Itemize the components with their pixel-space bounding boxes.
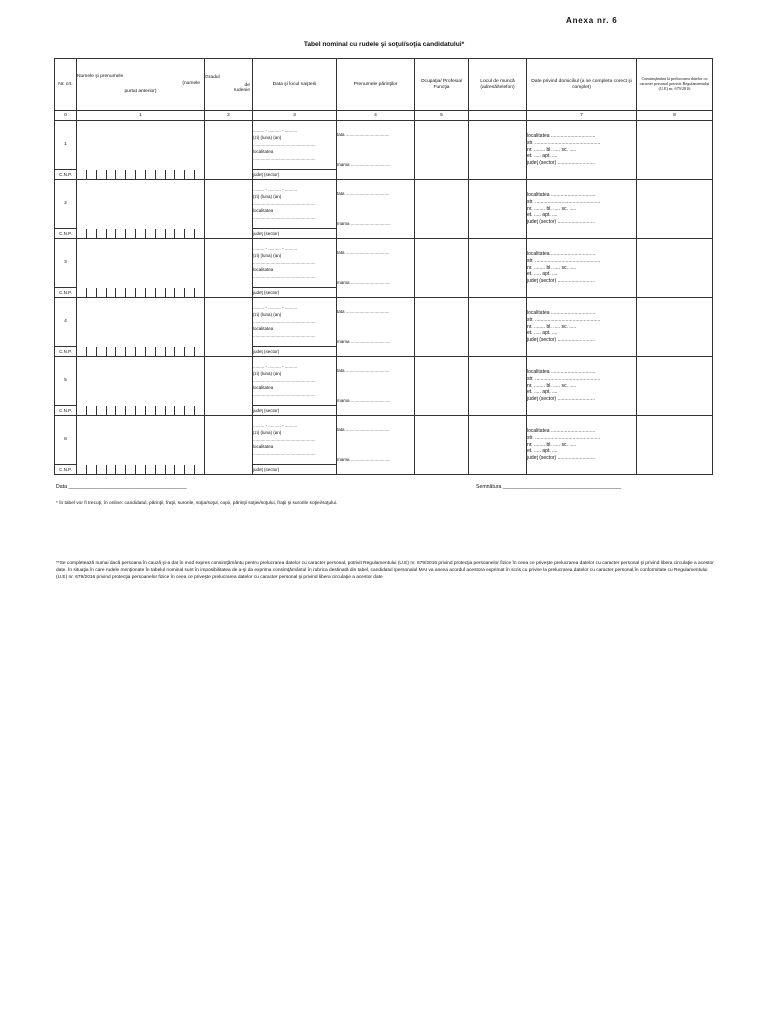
address-number: nr. ........ bl. ..... sc. ..... bbox=[527, 264, 577, 271]
birth-county-label: judeţ (sector) bbox=[253, 171, 280, 177]
cnp-label: C.N.P. bbox=[55, 229, 77, 239]
occupation-cell[interactable] bbox=[415, 121, 469, 180]
address-county: judeţ (sector) ........................... bbox=[527, 455, 596, 462]
colnum: 8 bbox=[637, 111, 713, 121]
cnp-digit-box[interactable] bbox=[107, 170, 117, 179]
header-workplace: Locul de muncă (adresă/telefon) bbox=[469, 59, 527, 111]
cnp-digit-box[interactable] bbox=[116, 465, 126, 474]
consent-cell[interactable] bbox=[637, 239, 713, 298]
table-row bbox=[55, 239, 713, 288]
birth-locality-label: localitatea bbox=[253, 148, 274, 154]
birth-locality-label: localitatea bbox=[253, 384, 274, 390]
domicile-cell[interactable] bbox=[527, 298, 637, 357]
workplace-cell[interactable] bbox=[469, 416, 527, 475]
birth-locality-label: localitatea bbox=[253, 266, 274, 272]
address-street: str. ............................................... bbox=[527, 198, 601, 205]
kinship-cell[interactable] bbox=[205, 239, 253, 298]
cnp-digit-box[interactable] bbox=[175, 229, 185, 238]
cnp-digit-box[interactable] bbox=[146, 465, 156, 474]
table-row bbox=[55, 357, 713, 406]
name-cell[interactable] bbox=[77, 298, 205, 357]
address-number: nr. ........ bl. ..... sc. ..... bbox=[527, 441, 577, 448]
cnp-digit-box[interactable] bbox=[175, 288, 185, 297]
parents-cell[interactable] bbox=[337, 298, 415, 357]
cnp-digit-box[interactable] bbox=[156, 229, 166, 238]
address-floor: et. ..... apt. .... bbox=[527, 271, 558, 278]
cnp-digit-box[interactable] bbox=[136, 465, 146, 474]
address-locality: localitatea ................................ bbox=[527, 192, 596, 199]
cnp-digit-box[interactable] bbox=[77, 465, 87, 474]
cnp-label: C.N.P. bbox=[55, 170, 77, 180]
cnp-digit-box[interactable] bbox=[116, 229, 126, 238]
address-floor: et. ..... apt. .... bbox=[527, 330, 558, 337]
address-street: str. ............................................... bbox=[527, 139, 601, 146]
parents-cell[interactable] bbox=[337, 357, 415, 416]
birth-cell[interactable] bbox=[253, 357, 337, 406]
workplace-cell[interactable] bbox=[469, 239, 527, 298]
name-cell[interactable] bbox=[77, 357, 205, 416]
cnp-digit-box[interactable] bbox=[116, 288, 126, 297]
birth-county-cell[interactable] bbox=[253, 347, 337, 357]
domicile-cell[interactable] bbox=[527, 357, 637, 416]
cnp-digit-box[interactable] bbox=[126, 347, 136, 356]
occupation-cell[interactable] bbox=[415, 416, 469, 475]
date-signature-line: Data _________________________________________ bbox=[56, 484, 187, 490]
domicile-cell[interactable] bbox=[527, 180, 637, 239]
header-occupation: Ocupaţia/ Profesia/ Funcţia bbox=[415, 59, 469, 111]
address-street: str. ............................................... bbox=[527, 375, 601, 382]
cnp-digit-box[interactable] bbox=[195, 229, 204, 238]
occupation-cell[interactable] bbox=[415, 180, 469, 239]
cnp-digit-box[interactable] bbox=[195, 465, 204, 474]
cnp-digit-box[interactable] bbox=[107, 406, 117, 415]
header-domicile: Date privind domiciliul (a se completa corect şi complet) bbox=[527, 59, 637, 111]
header-row bbox=[55, 59, 713, 111]
cnp-digit-box[interactable] bbox=[97, 406, 107, 415]
birth-underline: .................................................. bbox=[253, 259, 316, 265]
address-floor: et. ..... apt. .... bbox=[527, 212, 558, 219]
cnp-digit-box[interactable] bbox=[136, 347, 146, 356]
birth-cell[interactable] bbox=[253, 298, 337, 347]
workplace-cell[interactable] bbox=[469, 121, 527, 180]
cnp-digit-box[interactable] bbox=[175, 406, 185, 415]
cnp-digit-box[interactable] bbox=[126, 229, 136, 238]
cnp-label: C.N.P. bbox=[55, 288, 77, 298]
consent-cell[interactable] bbox=[637, 121, 713, 180]
cnp-digit-box[interactable] bbox=[126, 465, 136, 474]
document-title: Tabel nominal cu rudele şi soţul/soţia candidatului* bbox=[303, 41, 465, 48]
address-locality: localitatea ................................ bbox=[527, 428, 596, 435]
header-kinship-line1: Gradul bbox=[205, 75, 220, 81]
cnp-digit-box[interactable] bbox=[146, 347, 156, 356]
cnp-digit-box[interactable] bbox=[87, 170, 97, 179]
cnp-digit-box[interactable] bbox=[156, 465, 166, 474]
workplace-cell[interactable] bbox=[469, 298, 527, 357]
birth-date-line: ......... - .......... - .......... bbox=[253, 363, 298, 369]
name-cell[interactable] bbox=[77, 416, 205, 475]
address-county: judeţ (sector) ........................... bbox=[527, 337, 596, 344]
cnp-digit-box[interactable] bbox=[166, 229, 176, 238]
cnp-digit-box[interactable] bbox=[126, 406, 136, 415]
cnp-digit-box[interactable] bbox=[146, 170, 156, 179]
birth-underline: .................................................. bbox=[253, 450, 316, 456]
birth-underline: .................................................. bbox=[253, 377, 316, 383]
cnp-digit-box[interactable] bbox=[126, 170, 136, 179]
birth-county-label: judeţ (sector) bbox=[253, 230, 280, 236]
colnum-empty bbox=[469, 111, 527, 121]
cnp-digit-box[interactable] bbox=[97, 229, 107, 238]
mother-field: mama ................................ bbox=[337, 339, 391, 345]
address-number: nr. ........ bl. ..... sc. ..... bbox=[527, 205, 577, 212]
address-locality: localitatea ................................ bbox=[527, 310, 596, 317]
footnote-relatives: * În tabel vor fi trecuţi, în online: candidatul, părinţii, fraţii, surorile, soţia/soţul, copii, părinţii soţiei/soţului, fraţii şi surorile soţiei/soţului. bbox=[56, 501, 338, 506]
birth-date-line: ......... - .......... - .......... bbox=[253, 422, 298, 428]
address-street: str. ............................................... bbox=[527, 257, 601, 264]
header-kinship-line2: de bbox=[244, 82, 250, 88]
birth-underline: .................................................. bbox=[253, 141, 316, 147]
father-field: tata ................................... bbox=[337, 309, 390, 315]
birth-county-label: judeţ (sector) bbox=[253, 466, 280, 472]
birth-cell[interactable] bbox=[253, 121, 337, 170]
father-field: tata ................................... bbox=[337, 191, 390, 197]
footnote-consent: **Se completează numai dacă persoana în cauză şi-a dat în mod expres consimţământu pentru prelucrarea datelor cu caracter personal, potrivit Regulamentului (U.E) nr. 679/2016 privind protecţia persoanelor fizice în ceea ce priveşte prelucrarea datelor cu caracter personal şi privind libera circulaţie a acestor date. În situaţia în care rudele menţionate în tabelul nominal sunt în imposibilitatea de a-şi da exprima consimţământul în rubrica destinată din tabel, candidatul /personalul MAI va anexa acordul acestora exprimat în scris cu privire la prelucrarea datelor cu caracter personal,în conformitate cu Regulamentului (U.E) nr. 679/2016 privind protecţia persoanelor fizice în ceea ce priveşte prelucrarea datelor cu caracter personal şi privind libera circulaţie a acestor date bbox=[56, 561, 714, 580]
cnp-digit-box[interactable] bbox=[175, 465, 185, 474]
cnp-digit-box[interactable] bbox=[146, 406, 156, 415]
workplace-cell[interactable] bbox=[469, 357, 527, 416]
cnp-digit-box[interactable] bbox=[116, 170, 126, 179]
cnp-digit-box[interactable] bbox=[175, 170, 185, 179]
cnp-digit-box[interactable] bbox=[185, 170, 195, 179]
birth-cell[interactable] bbox=[253, 180, 337, 229]
consent-cell[interactable] bbox=[637, 416, 713, 475]
cnp-digit-box[interactable] bbox=[185, 406, 195, 415]
cnp-digit-box[interactable] bbox=[77, 170, 87, 179]
colnum: 1 bbox=[77, 111, 205, 121]
consent-cell[interactable] bbox=[637, 298, 713, 357]
kinship-cell[interactable] bbox=[205, 121, 253, 180]
row-number: 1 bbox=[55, 121, 77, 170]
cnp-digit-box[interactable] bbox=[166, 288, 176, 297]
cnp-digit-box[interactable] bbox=[77, 347, 87, 356]
consent-cell[interactable] bbox=[637, 357, 713, 416]
cnp-digit-box[interactable] bbox=[195, 170, 204, 179]
colnum: 7 bbox=[527, 111, 637, 121]
birth-underline: .................................................. bbox=[253, 436, 316, 442]
birth-underline: .................................................. bbox=[253, 214, 316, 220]
cnp-digit-box[interactable] bbox=[185, 229, 195, 238]
colnum: 0 bbox=[55, 111, 77, 121]
name-cell[interactable] bbox=[77, 239, 205, 298]
name-cell[interactable] bbox=[77, 121, 205, 180]
cnp-digit-box[interactable] bbox=[136, 229, 146, 238]
domicile-cell[interactable] bbox=[527, 239, 637, 298]
cnp-boxes bbox=[77, 170, 204, 179]
cnp-digit-box[interactable] bbox=[146, 288, 156, 297]
birth-locality-label: localitatea bbox=[253, 207, 274, 213]
father-field: tata ................................... bbox=[337, 250, 390, 256]
birth-locality-label: localitatea bbox=[253, 325, 274, 331]
address-county: judeţ (sector) ........................... bbox=[527, 160, 596, 167]
cnp-digit-box[interactable] bbox=[185, 288, 195, 297]
kinship-cell[interactable] bbox=[205, 180, 253, 239]
cnp-digit-box[interactable] bbox=[185, 465, 195, 474]
cnp-digit-box[interactable] bbox=[136, 288, 146, 297]
cnp-digit-box[interactable] bbox=[77, 406, 87, 415]
cnp-digit-box[interactable] bbox=[195, 347, 204, 356]
cnp-digit-box[interactable] bbox=[77, 288, 87, 297]
birth-underline: .................................................. bbox=[253, 273, 316, 279]
kinship-cell[interactable] bbox=[205, 416, 253, 475]
cnp-boxes bbox=[77, 347, 204, 356]
colnum: 2 bbox=[205, 111, 253, 121]
cnp-label: C.N.P. bbox=[55, 347, 77, 357]
birth-date-parts: (zi) (luna) (an) bbox=[253, 252, 282, 258]
colnum: 3 bbox=[253, 111, 337, 121]
cnp-digit-box[interactable] bbox=[97, 465, 107, 474]
workplace-cell[interactable] bbox=[469, 180, 527, 239]
cnp-digit-box[interactable] bbox=[126, 288, 136, 297]
address-county: judeţ (sector) ........................... bbox=[527, 219, 596, 226]
birth-county-cell[interactable] bbox=[253, 170, 337, 180]
header-name-line3: purtat anterior) bbox=[124, 89, 157, 95]
cnp-digit-box[interactable] bbox=[116, 406, 126, 415]
header-name bbox=[77, 59, 205, 111]
row-number: 2 bbox=[55, 180, 77, 229]
occupation-cell[interactable] bbox=[415, 239, 469, 298]
occupation-cell[interactable] bbox=[415, 357, 469, 416]
address-street: str. ............................................... bbox=[527, 434, 601, 441]
annex-label: Anexa nr. 6 bbox=[566, 16, 618, 25]
address-floor: et. ..... apt. .... bbox=[527, 389, 558, 396]
row-number: 3 bbox=[55, 239, 77, 288]
mother-field: mama ................................ bbox=[337, 457, 391, 463]
birth-county-cell[interactable] bbox=[253, 229, 337, 239]
name-cell[interactable] bbox=[77, 180, 205, 239]
cnp-digit-box[interactable] bbox=[156, 170, 166, 179]
birth-county-label: judeţ (sector) bbox=[253, 348, 280, 354]
address-floor: et. ..... apt. .... bbox=[527, 153, 558, 160]
parents-cell[interactable] bbox=[337, 180, 415, 239]
birth-date-line: ......... - .......... - .......... bbox=[253, 186, 298, 192]
cnp-digit-box[interactable] bbox=[107, 288, 117, 297]
parents-cell[interactable] bbox=[337, 239, 415, 298]
header-nr: Nr. crt. bbox=[55, 59, 77, 111]
mother-field: mama ................................ bbox=[337, 162, 391, 168]
address-floor: et. ..... apt. .... bbox=[527, 448, 558, 455]
birth-date-line: ......... - .......... - .......... bbox=[253, 304, 298, 310]
father-field: tata ................................... bbox=[337, 132, 390, 138]
cnp-digit-box[interactable] bbox=[156, 347, 166, 356]
birth-county-cell[interactable] bbox=[253, 288, 337, 298]
birth-date-parts: (zi) (luna) (an) bbox=[253, 134, 282, 140]
occupation-cell[interactable] bbox=[415, 298, 469, 357]
cnp-digit-box[interactable] bbox=[107, 465, 117, 474]
address-locality: localitatea ................................ bbox=[527, 133, 596, 140]
header-consent: Consimţământ la prelucrarea datelor cu caracter personal potrivit Regulamentului (U.E) nr. 679/2016 bbox=[637, 59, 713, 111]
birth-county-label: judeţ (sector) bbox=[253, 289, 280, 295]
address-locality: localitatea ................................ bbox=[527, 369, 596, 376]
cnp-digit-box[interactable] bbox=[97, 170, 107, 179]
cnp-boxes bbox=[77, 406, 204, 415]
cnp-digit-box[interactable] bbox=[195, 288, 204, 297]
cnp-boxes bbox=[77, 229, 204, 238]
birth-date-line: ......... - .......... - .......... bbox=[253, 245, 298, 251]
cnp-digit-box[interactable] bbox=[166, 406, 176, 415]
cnp-label: C.N.P. bbox=[55, 465, 77, 475]
birth-date-parts: (zi) (luna) (an) bbox=[253, 193, 282, 199]
header-parents: Prenumele părinţilor bbox=[337, 59, 415, 111]
address-street: str. ............................................... bbox=[527, 316, 601, 323]
mother-field: mama ................................ bbox=[337, 398, 391, 404]
cnp-digit-box[interactable] bbox=[166, 347, 176, 356]
address-locality: localitatea ................................ bbox=[527, 251, 596, 258]
header-kinship-line3: rudenie bbox=[233, 88, 250, 94]
father-field: tata ................................... bbox=[337, 368, 390, 374]
cnp-digit-box[interactable] bbox=[87, 465, 97, 474]
row-number: 6 bbox=[55, 416, 77, 465]
birth-underline: .................................................. bbox=[253, 200, 316, 206]
column-number-row bbox=[55, 111, 713, 121]
cnp-digit-box[interactable] bbox=[87, 288, 97, 297]
cnp-label: C.N.P. bbox=[55, 406, 77, 416]
cnp-digit-box[interactable] bbox=[87, 229, 97, 238]
cnp-digit-box[interactable] bbox=[156, 406, 166, 415]
birth-cell[interactable] bbox=[253, 416, 337, 465]
address-county: judeţ (sector) ........................... bbox=[527, 278, 596, 285]
cnp-digit-box[interactable] bbox=[97, 347, 107, 356]
birth-date-parts: (zi) (luna) (an) bbox=[253, 429, 282, 435]
cnp-digit-box[interactable] bbox=[136, 170, 146, 179]
table-row bbox=[55, 121, 713, 170]
signature-line: Semnătura _________________________________________ bbox=[476, 484, 622, 490]
birth-underline: .................................................. bbox=[253, 155, 316, 161]
domicile-cell[interactable] bbox=[527, 416, 637, 475]
cnp-boxes bbox=[77, 288, 204, 297]
cnp-boxes bbox=[77, 465, 204, 474]
birth-underline: .................................................. bbox=[253, 318, 316, 324]
cnp-digit-box[interactable] bbox=[97, 288, 107, 297]
cnp-digit-box[interactable] bbox=[185, 347, 195, 356]
table-row bbox=[55, 298, 713, 347]
kinship-cell[interactable] bbox=[205, 357, 253, 416]
cnp-digit-box[interactable] bbox=[116, 347, 126, 356]
row-number: 5 bbox=[55, 357, 77, 406]
cnp-digit-box[interactable] bbox=[87, 347, 97, 356]
domicile-cell[interactable] bbox=[527, 121, 637, 180]
cnp-digit-box[interactable] bbox=[166, 170, 176, 179]
cnp-digit-box[interactable] bbox=[166, 465, 176, 474]
address-number: nr. ........ bl. ..... sc. ..... bbox=[527, 323, 577, 330]
address-number: nr. ........ bl. ..... sc. ..... bbox=[527, 146, 577, 153]
colnum: 4 bbox=[337, 111, 415, 121]
cnp-digit-box[interactable] bbox=[87, 406, 97, 415]
kinship-cell[interactable] bbox=[205, 298, 253, 357]
birth-county-cell[interactable] bbox=[253, 406, 337, 416]
parents-cell[interactable] bbox=[337, 416, 415, 475]
cnp-digit-box[interactable] bbox=[107, 229, 117, 238]
table-row bbox=[55, 180, 713, 229]
cnp-digit-box[interactable] bbox=[77, 229, 87, 238]
colnum: 5 bbox=[415, 111, 469, 121]
row-number: 4 bbox=[55, 298, 77, 347]
birth-locality-label: localitatea bbox=[253, 443, 274, 449]
header-kinship bbox=[205, 59, 253, 111]
relatives-table bbox=[54, 58, 713, 475]
cnp-digit-box[interactable] bbox=[136, 406, 146, 415]
header-name-line2: (numele bbox=[182, 80, 200, 86]
birth-date-parts: (zi) (luna) (an) bbox=[253, 370, 282, 376]
address-county: judeţ (sector) ........................... bbox=[527, 396, 596, 403]
cnp-digit-box[interactable] bbox=[107, 347, 117, 356]
birth-date-line: ......... - .......... - .......... bbox=[253, 127, 298, 133]
address-number: nr. ........ bl. ..... sc. ..... bbox=[527, 382, 577, 389]
table-row bbox=[55, 416, 713, 465]
cnp-digit-box[interactable] bbox=[175, 347, 185, 356]
birth-cell[interactable] bbox=[253, 239, 337, 288]
father-field: tata ................................... bbox=[337, 427, 390, 433]
birth-underline: .................................................. bbox=[253, 391, 316, 397]
birth-underline: .................................................. bbox=[253, 332, 316, 338]
cnp-digit-box[interactable] bbox=[156, 288, 166, 297]
header-name-line1: Numele şi prenumele bbox=[77, 74, 124, 80]
parents-cell[interactable] bbox=[337, 121, 415, 180]
cnp-digit-box[interactable] bbox=[195, 406, 204, 415]
mother-field: mama ................................ bbox=[337, 280, 391, 286]
mother-field: mama ................................ bbox=[337, 221, 391, 227]
header-birth: Data şi locul naşterii bbox=[253, 59, 337, 111]
consent-cell[interactable] bbox=[637, 180, 713, 239]
birth-county-cell[interactable] bbox=[253, 465, 337, 475]
birth-county-label: judeţ (sector) bbox=[253, 407, 280, 413]
cnp-digit-box[interactable] bbox=[146, 229, 156, 238]
birth-date-parts: (zi) (luna) (an) bbox=[253, 311, 282, 317]
